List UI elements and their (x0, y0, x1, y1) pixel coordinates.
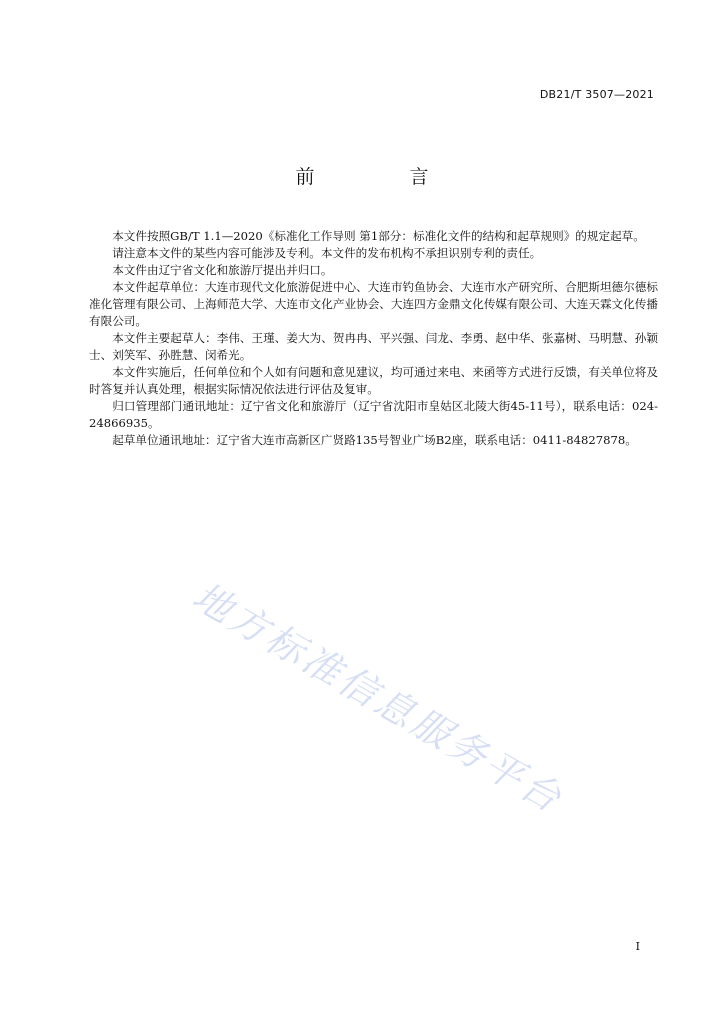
paragraph-standard-basis: 本文件按照GB/T 1.1—2020《标准化工作导则 第1部分：标准化文件的结构和起草规则》的规定起草。 (112, 229, 645, 243)
paragraph-management-address: 归口管理部门通讯地址：辽宁省文化和旅游厅（辽宁省沈阳市皇姑区北陵大街45-11号），联系电话：024-24866935。 (89, 399, 658, 430)
paragraph-drafters: 本文件主要起草人：李伟、王瑾、姜大为、贺冉冉、平兴强、闫龙、李勇、赵中华、张嘉树、马明慧、孙颖士、刘笑军、孙胜慧、闵希光。 (89, 331, 658, 362)
page-title: 前 言 (295, 166, 467, 188)
document-code: DB21/T 3507—2021 (539, 88, 654, 101)
paragraph-drafting-units: 本文件起草单位：大连市现代文化旅游促进中心、大连市钓鱼协会、大连市水产研究所、合肥斯坦德尔德标准化管理有限公司、上海师范大学、大连市文化产业协会、大连四方金鼎文化传媒有限公司、大连天霖文化传播有限公司。 (89, 280, 658, 328)
foreword-body (89, 228, 658, 449)
paragraph-proposer: 本文件由辽宁省文化和旅游厅提出并归口。 (112, 263, 333, 277)
page-number: I (635, 940, 640, 953)
watermark: 地方标准信息服务平台 (185, 573, 572, 823)
paragraph-patent-notice: 请注意本文件的某些内容可能涉及专利。本文件的发布机构不承担识别专利的责任。 (112, 246, 542, 260)
paragraph-drafting-address: 起草单位通讯地址：辽宁省大连市高新区广贤路135号智业广场B2座，联系电话：0411-84827878。 (112, 433, 637, 447)
paragraph-feedback: 本文件实施后，任何单位和个人如有问题和意见建议，均可通过来电、来函等方式进行反馈，有关单位将及时答复并认真处理，根据实际情况依法进行评估及复审。 (89, 365, 658, 396)
